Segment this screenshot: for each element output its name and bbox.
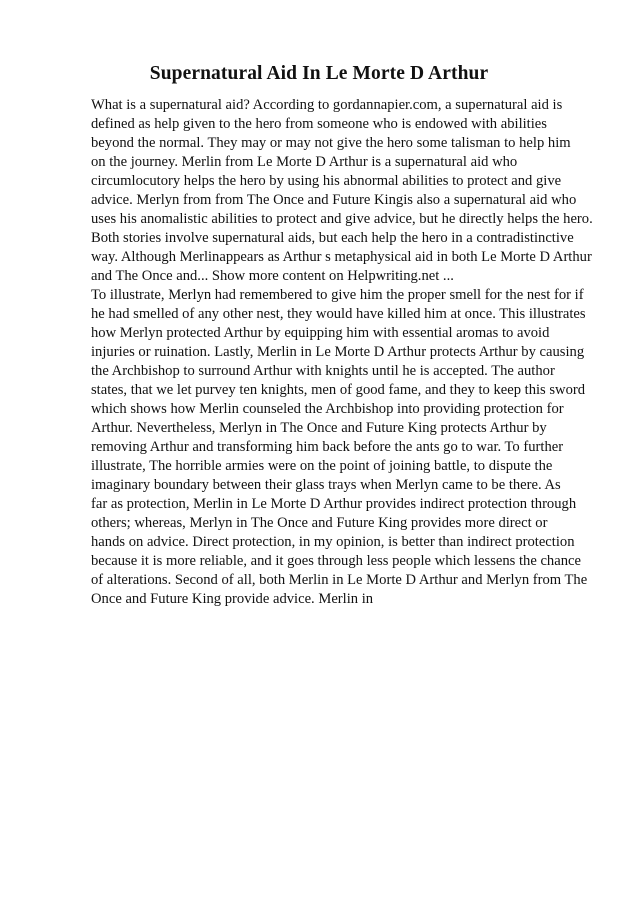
body-line: Once and Future King provide advice. Merlin in — [91, 591, 374, 607]
body-line: What is a supernatural aid? According to gordannapier.com, a supernatural aid is — [91, 97, 563, 113]
document-title: Supernatural Aid In Le Morte D Arthur — [149, 63, 489, 84]
body-line: To illustrate, Merlyn had remembered to give him the proper smell for the nest for if — [91, 287, 584, 303]
body-line: imaginary boundary between their glass trays when Merlyn came to be there. As — [91, 477, 561, 493]
body-line: way. Although Merlinappears as Arthur s metaphysical aid in both Le Morte D Arthur — [91, 249, 592, 265]
body-line: uses his anomalistic abilities to protect and give advice, but he directly helps the hero. — [91, 211, 593, 227]
body-line: others; whereas, Merlyn in The Once and Future King provides more direct or — [91, 515, 548, 531]
body-line: and The Once and... Show more content on Helpwriting.net ... — [91, 268, 454, 284]
body-line: he had smelled of any other nest, they would have killed him at once. This illustrates — [91, 306, 586, 322]
body-line: circumlocutory helps the hero by using his abnormal abilities to protect and give — [91, 173, 562, 189]
body-line: advice. Merlyn from from The Once and Future Kingis also a supernatural aid who — [91, 192, 577, 208]
document-body — [91, 96, 621, 609]
body-line: states, that we let purvey ten knights, men of good fame, and they to keep this sword — [91, 382, 586, 398]
body-line: Arthur. Nevertheless, Merlyn in The Once and Future King protects Arthur by — [91, 420, 547, 436]
body-line: how Merlyn protected Arthur by equipping him with essential aromas to avoid — [91, 325, 550, 341]
body-line: defined as help given to the hero from someone who is endowed with abilities — [91, 116, 547, 132]
body-line: beyond the normal. They may or may not give the hero some talisman to help him — [91, 135, 571, 151]
body-line: removing Arthur and transforming him back before the ants go to war. To further — [91, 439, 564, 455]
body-line: Both stories involve supernatural aids, but each help the hero in a contradistinctive — [91, 230, 574, 246]
body-line: illustrate, The horrible armies were on the point of joining battle, to dispute the — [91, 458, 553, 474]
body-line: because it is more reliable, and it goes through less people which lessens the chance — [91, 553, 581, 569]
body-line: the Archbishop to surround Arthur with knights until he is accepted. The author — [91, 363, 555, 379]
body-line: on the journey. Merlin from Le Morte D Arthur is a supernatural aid who — [91, 154, 518, 170]
body-line: of alterations. Second of all, both Merlin in Le Morte D Arthur and Merlyn from The — [91, 572, 588, 588]
body-line: which shows how Merlin counseled the Archbishop into providing protection for — [91, 401, 564, 417]
body-line: far as protection, Merlin in Le Morte D Arthur provides indirect protection through — [91, 496, 577, 512]
body-line: hands on advice. Direct protection, in my opinion, is better than indirect protection — [91, 534, 575, 550]
body-line: injuries or ruination. Lastly, Merlin in Le Morte D Arthur protects Arthur by causing — [91, 344, 585, 360]
